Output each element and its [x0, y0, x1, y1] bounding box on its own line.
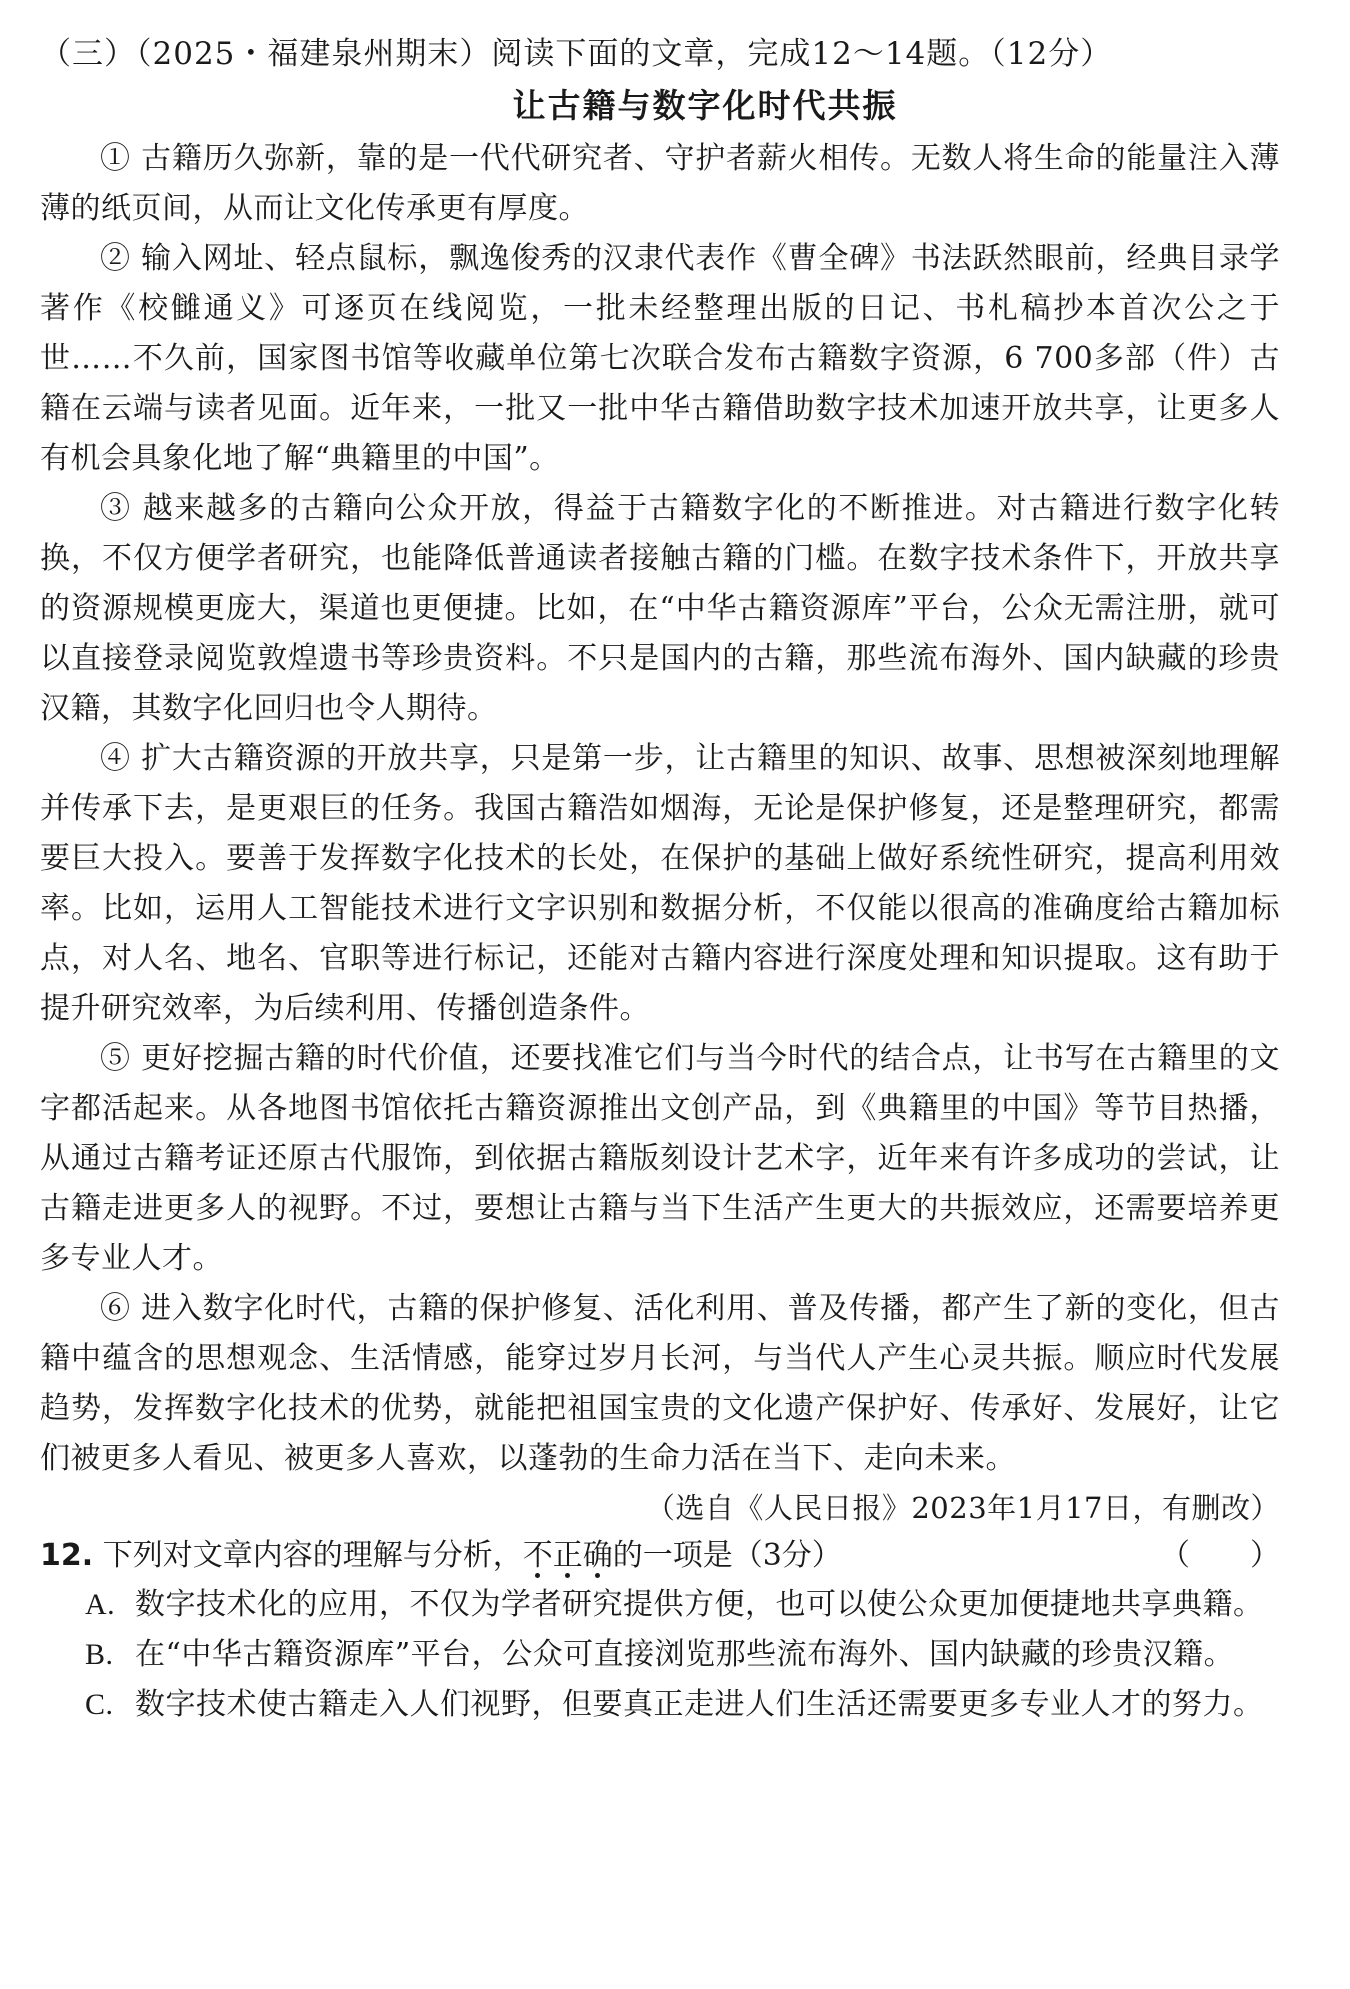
option-b[interactable]	[40, 1630, 1280, 1680]
paragraph-6: ⑥ 进入数字化时代，古籍的保护修复、活化利用、普及传播，都产生了新的变化，但古籍中蕴含的思想观念、生活情感，能穿过岁月长河，与当代人产生心灵共振。顺应时代发展趋势，发挥数字化技术的优势，就能把祖国宝贵的文化遗产保护好、传承好、发展好，让它们被更多人看见、被更多人喜欢，以蓬勃的生命力活在当下、走向未来。	[40, 1291, 1280, 1476]
option-letter: B.	[85, 1638, 114, 1671]
exam-page	[40, 30, 1280, 1730]
option-text: 数字技术化的应用，不仅为学者研究提供方便，也可以使公众更加便捷地共享典籍。	[135, 1587, 1264, 1622]
option-text: 数字技术使古籍走入人们视野，但要真正走进人们生活还需要更多专业人才的努力。	[135, 1687, 1264, 1722]
option-text: 在“中华古籍资源库”平台，公众可直接浏览那些流布海外、国内缺藏的珍贵汉籍。	[135, 1637, 1235, 1672]
paragraph-3: ③ 越来越多的古籍向公众开放，得益于古籍数字化的不断推进。对古籍进行数字化转换，不仅方便学者研究，也能降低普通读者接触古籍的门槛。在数字技术条件下，开放共享的资源规模更庞大，渠道也更便捷。比如，在“中华古籍资源库”平台，公众无需注册，就可以直接登录阅览敦煌遗书等珍贵资料。不只是国内的古籍，那些流布海外、国内缺藏的珍贵汉籍，其数字化回归也令人期待。	[40, 491, 1280, 726]
emphasis-text	[523, 1538, 613, 1573]
option-c[interactable]	[40, 1680, 1280, 1730]
paragraph-5: ⑤ 更好挖掘古籍的时代价值，还要找准它们与当今时代的结合点，让书写在古籍里的文字都活起来。从各地图书馆依托古籍资源推出文创产品，到《典籍里的中国》等节目热播，从通过古籍考证还原古代服饰，到依据古籍版刻设计艺术字，近年来有许多成功的尝试，让古籍走进更多人的视野。不过，要想让古籍与当下生活产生更大的共振效应，还需要培养更多专业人才。	[40, 1041, 1280, 1276]
options-list	[40, 1580, 1280, 1730]
paragraph-1: ① 古籍历久弥新，靠的是一代代研究者、守护者薪火相传。无数人将生命的能量注入薄薄的纸页间，从而让文化传承更有厚度。	[40, 141, 1280, 226]
option-letter: C.	[85, 1688, 114, 1721]
emphasis-word: 不正确	[522, 1538, 613, 1573]
question-number: 12.	[40, 1538, 94, 1573]
article-body	[40, 134, 1280, 1484]
article-title: 让古籍与数字化时代共振	[512, 86, 898, 125]
question-stem-after: 的一项是（3分）	[612, 1538, 842, 1573]
option-letter: A.	[85, 1588, 116, 1621]
answer-blank[interactable]: （ ）	[1160, 1538, 1280, 1573]
paragraph-4: ④ 扩大古籍资源的开放共享，只是第一步，让古籍里的知识、故事、思想被深刻地理解并传承下去，是更艰巨的任务。我国古籍浩如烟海，无论是保护修复，还是整理研究，都需要巨大投入。要善于发挥数字化技术的长处，在保护的基础上做好系统性研究，提高利用效率。比如，运用人工智能技术进行文字识别和数据分析，不仅能以很高的准确度给古籍加标点，对人名、地名、官职等进行标记，还能对古籍内容进行深度处理和知识提取。这有助于提升研究效率，为后续利用、传播创造条件。	[40, 741, 1280, 1026]
section-header: （三）（2025・福建泉州期末）阅读下面的文章，完成12～14题。（12分）	[40, 36, 1113, 72]
paragraph-2: ② 输入网址、轻点鼠标，飘逸俊秀的汉隶代表作《曹全碑》书法跃然眼前，经典目录学著作《校雠通义》可逐页在线阅览，一批未经整理出版的日记、书札稿抄本首次公之于世……不久前，国家图书馆等收藏单位第七次联合发布古籍数字资源，6 700多部（件）古籍在云端与读者见面。近年来，一批又一批中华古籍借助数字技术加速开放共享，让更多人有机会具象化地了解“典籍里的中国”。	[40, 241, 1280, 476]
option-a[interactable]	[40, 1580, 1280, 1630]
question-stem-before: 下列对文章内容的理解与分析，	[102, 1538, 523, 1573]
emphasis-dots	[523, 1573, 613, 1581]
article-source: （选自《人民日报》2023年1月17日，有删改）	[645, 1491, 1280, 1525]
question-12	[40, 1532, 1280, 1580]
